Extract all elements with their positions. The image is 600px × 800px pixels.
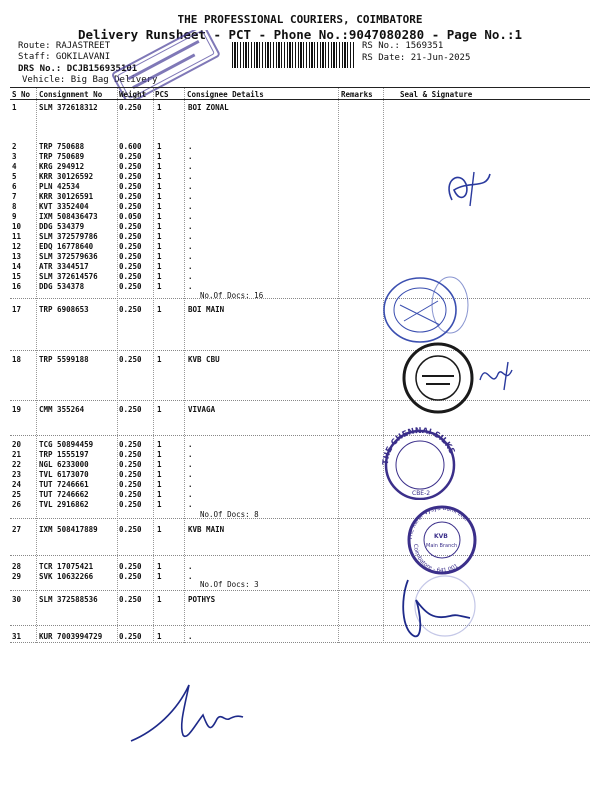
row-consignee: BOI MAIN <box>188 305 225 314</box>
row-weight: 0.250 <box>119 232 142 241</box>
row-sno: 31 <box>12 632 22 641</box>
signature-30 <box>390 570 480 645</box>
row-consignment-no: IXM 508417889 <box>39 525 98 534</box>
rs-number: RS No.: 1569351 <box>362 41 444 51</box>
row-sno: 8 <box>12 202 17 211</box>
row-pcs: 1 <box>157 562 162 571</box>
row-sno: 24 <box>12 480 22 489</box>
row-weight: 0.250 <box>119 152 142 161</box>
row-sno: 29 <box>12 572 22 581</box>
col-divider <box>383 88 384 643</box>
company-title: THE PROFESSIONAL COURIERS, COIMBATORE <box>177 13 423 26</box>
row-consignment-no: IXM 508436473 <box>39 212 98 221</box>
row-consignee: . <box>188 282 193 291</box>
row-sno: 12 <box>12 242 22 251</box>
row-pcs: 1 <box>157 572 162 581</box>
row-consignee: KVB MAIN <box>188 525 225 534</box>
row-weight: 0.050 <box>119 212 142 221</box>
row-weight: 0.250 <box>119 192 142 201</box>
kvb-stamp-name: The Karur Vysya Bank Ltd. <box>407 505 469 541</box>
row-consignee: . <box>188 212 193 221</box>
row-consignee: . <box>188 182 193 191</box>
chennai-silks-stamp <box>376 425 466 500</box>
row-weight: 0.250 <box>119 272 142 281</box>
row-consignee: . <box>188 632 193 641</box>
barcode <box>232 42 354 68</box>
row-separator <box>10 590 590 591</box>
row-consignee: . <box>188 500 193 509</box>
row-weight: 0.250 <box>119 480 142 489</box>
row-pcs: 1 <box>157 460 162 469</box>
row-consignment-no: TRP 5599188 <box>39 355 89 364</box>
row-consignment-no: KRG 294912 <box>39 162 85 171</box>
row-pcs: 1 <box>157 355 162 364</box>
row-pcs: 1 <box>157 182 162 191</box>
row-separator <box>10 435 590 436</box>
row-weight: 0.250 <box>119 172 142 181</box>
row-sno: 14 <box>12 262 22 271</box>
row-sno: 22 <box>12 460 22 469</box>
row-separator <box>10 298 590 299</box>
row-consignee: . <box>188 142 193 151</box>
row-weight: 0.250 <box>119 632 142 641</box>
row-pcs: 1 <box>157 252 162 261</box>
row-consignee: . <box>188 460 193 469</box>
row-pcs: 1 <box>157 440 162 449</box>
row-pcs: 1 <box>157 595 162 604</box>
row-pcs: 1 <box>157 470 162 479</box>
row-weight: 0.600 <box>119 142 142 151</box>
row-sno: 9 <box>12 212 17 221</box>
row-separator <box>10 625 590 626</box>
row-consignment-no: DDG 534379 <box>39 222 85 231</box>
row-sno: 21 <box>12 450 22 459</box>
row-consignment-no: TRP 750689 <box>39 152 85 161</box>
row-consignment-no: CMM 355264 <box>39 405 85 414</box>
row-weight: 0.250 <box>119 305 142 314</box>
chennai-silks-stamp-sub: CBE-2 <box>412 490 431 497</box>
row-consignment-no: TUT 7246662 <box>39 490 89 499</box>
row-pcs: 1 <box>157 162 162 171</box>
row-consignee: . <box>188 262 193 271</box>
row-consignment-no: PLN 42534 <box>39 182 80 191</box>
route-label: Route: RAJASTREET <box>18 41 111 51</box>
row-weight: 0.250 <box>119 405 142 414</box>
row-pcs: 1 <box>157 212 162 221</box>
row-consignee: . <box>188 152 193 161</box>
row-consignee: . <box>188 232 193 241</box>
row-weight: 0.250 <box>119 460 142 469</box>
row-consignee: POTHYS <box>188 595 216 604</box>
bank-stamp-round <box>380 275 470 345</box>
row-sno: 5 <box>12 172 17 181</box>
row-consignee: . <box>188 162 193 171</box>
row-weight: 0.250 <box>119 490 142 499</box>
row-pcs: 1 <box>157 222 162 231</box>
row-pcs: 1 <box>157 450 162 459</box>
row-consignment-no: SLM 372618312 <box>39 103 98 112</box>
row-pcs: 1 <box>157 242 162 251</box>
row-consignment-no: TUT 7246661 <box>39 480 89 489</box>
row-sno: 6 <box>12 182 17 191</box>
col-consignee: Consignee Details <box>187 90 264 99</box>
group-total-1: No.Of Docs: 16 <box>200 291 264 300</box>
row-sno: 16 <box>12 282 22 291</box>
row-weight: 0.250 <box>119 282 142 291</box>
row-weight: 0.250 <box>119 525 142 534</box>
row-sno: 1 <box>12 103 17 112</box>
row-weight: 0.250 <box>119 162 142 171</box>
row-weight: 0.250 <box>119 562 142 571</box>
vehicle-label: Vehicle: Big Bag Delivery <box>22 75 158 85</box>
row-weight: 0.250 <box>119 355 142 364</box>
row-sno: 17 <box>12 305 22 314</box>
row-consignment-no: DDG 534378 <box>39 282 85 291</box>
row-sno: 4 <box>12 162 17 171</box>
row-consignee: . <box>188 440 193 449</box>
row-consignment-no: EDQ 16778640 <box>39 242 94 251</box>
row-consignee: KVB CBU <box>188 355 220 364</box>
row-sno: 27 <box>12 525 22 534</box>
col-weight: Weight <box>119 90 147 99</box>
row-consignee: . <box>188 450 193 459</box>
row-pcs: 1 <box>157 525 162 534</box>
row-consignee: VIVAGA <box>188 405 216 414</box>
row-consignee: . <box>188 202 193 211</box>
kvb-stamp-short: KVB <box>434 533 448 540</box>
kvb-stamp-branch: Main Branch <box>426 543 458 549</box>
row-sno: 25 <box>12 490 22 499</box>
col-sno: S No <box>12 90 31 99</box>
row-pcs: 1 <box>157 232 162 241</box>
staff-signature <box>125 675 255 750</box>
row-weight: 0.250 <box>119 450 142 459</box>
row-pcs: 1 <box>157 305 162 314</box>
row-consignment-no: TRP 1555197 <box>39 450 89 459</box>
signature-1 <box>430 160 500 215</box>
row-separator <box>10 555 590 556</box>
row-pcs: 1 <box>157 500 162 509</box>
row-sno: 20 <box>12 440 22 449</box>
row-weight: 0.250 <box>119 103 142 112</box>
row-sno: 28 <box>12 562 22 571</box>
row-consignment-no: KRR 30126591 <box>39 192 94 201</box>
row-weight: 0.250 <box>119 182 142 191</box>
row-weight: 0.250 <box>119 252 142 261</box>
drs-number: DRS No.: DCJB156935101 <box>18 64 138 74</box>
row-weight: 0.250 <box>119 595 142 604</box>
row-weight: 0.250 <box>119 440 142 449</box>
row-weight: 0.250 <box>119 222 142 231</box>
row-sno: 13 <box>12 252 22 261</box>
row-sno: 2 <box>12 142 17 151</box>
group-total-3: No.Of Docs: 3 <box>200 580 259 589</box>
header-bottom-rule <box>10 99 590 100</box>
chennai-silks-stamp-text: THE CHENNAI SILKS <box>380 425 457 466</box>
col-consignment: Consignment No <box>39 90 103 99</box>
row-consignment-no: SLM 372588536 <box>39 595 98 604</box>
row-consignment-no: TVL 2916862 <box>39 500 89 509</box>
row-sno: 19 <box>12 405 22 414</box>
row-consignment-no: SVK 10632266 <box>39 572 94 581</box>
row-consignment-no: NGL 6233000 <box>39 460 89 469</box>
row-pcs: 1 <box>157 172 162 181</box>
row-consignment-no: SLM 372614576 <box>39 272 98 281</box>
row-pcs: 1 <box>157 480 162 489</box>
row-consignment-no: ATR 3344517 <box>39 262 89 271</box>
row-separator <box>10 518 590 519</box>
kvb-main-stamp <box>404 500 479 580</box>
col-seal-signature: Seal & Signature <box>400 90 473 99</box>
row-weight: 0.250 <box>119 470 142 479</box>
row-consignment-no: KVT 3352404 <box>39 202 89 211</box>
row-pcs: 1 <box>157 632 162 641</box>
row-consignee: . <box>188 242 193 251</box>
row-consignment-no: TRP 750688 <box>39 142 85 151</box>
row-sno: 10 <box>12 222 22 231</box>
row-pcs: 1 <box>157 262 162 271</box>
col-remarks: Remarks <box>341 90 373 99</box>
col-divider <box>184 88 185 643</box>
col-divider <box>153 88 154 643</box>
row-consignment-no: TCR 17075421 <box>39 562 94 571</box>
runsheet-title: Delivery Runsheet - PCT - Phone No.:9047080280 - Page No.:1 <box>77 27 522 42</box>
row-sno: 30 <box>12 595 22 604</box>
row-consignment-no: KRR 30126592 <box>39 172 94 181</box>
row-consignee: . <box>188 470 193 479</box>
row-consignee: . <box>188 562 193 571</box>
row-weight: 0.250 <box>119 242 142 251</box>
row-pcs: 1 <box>157 103 162 112</box>
group-total-2: No.Of Docs: 8 <box>200 510 259 519</box>
row-consignment-no: TVL 6173070 <box>39 470 89 479</box>
row-sno: 7 <box>12 192 17 201</box>
row-consignee: BOI ZONAL <box>188 103 229 112</box>
row-consignment-no: TCG 50894459 <box>39 440 94 449</box>
svg-text:THE CHENNAI SILKS <box>381 426 457 465</box>
row-consignment-no: KUR 7003994729 <box>39 632 103 641</box>
row-sno: 3 <box>12 152 17 161</box>
row-weight: 0.250 <box>119 572 142 581</box>
row-pcs: 1 <box>157 152 162 161</box>
row-pcs: 1 <box>157 405 162 414</box>
row-consignee: . <box>188 272 193 281</box>
row-consignee: . <box>188 480 193 489</box>
row-weight: 0.250 <box>119 262 142 271</box>
row-consignment-no: SLM 372579636 <box>39 252 98 261</box>
row-consignment-no: TRP 6908653 <box>39 305 89 314</box>
row-sno: 15 <box>12 272 22 281</box>
row-pcs: 1 <box>157 272 162 281</box>
row-consignee: . <box>188 222 193 231</box>
row-sno: 18 <box>12 355 22 364</box>
row-consignee: . <box>188 252 193 261</box>
row-consignee: . <box>188 490 193 499</box>
row-consignment-no: SLM 372579786 <box>39 232 98 241</box>
row-consignee: . <box>188 192 193 201</box>
kvb-stamp-black <box>400 340 540 415</box>
col-divider <box>338 88 339 643</box>
col-pcs: PCS <box>155 90 169 99</box>
row-weight: 0.250 <box>119 202 142 211</box>
row-weight: 0.250 <box>119 500 142 509</box>
row-pcs: 1 <box>157 202 162 211</box>
col-divider <box>36 88 37 643</box>
row-pcs: 1 <box>157 282 162 291</box>
col-divider <box>117 88 118 643</box>
rs-date: RS Date: 21-Jun-2025 <box>362 53 471 63</box>
header-top-rule <box>10 87 590 88</box>
bottom-rule <box>10 642 590 643</box>
kvb-stamp-city: Coimbatore - 641 001 <box>411 543 460 575</box>
row-pcs: 1 <box>157 142 162 151</box>
row-pcs: 1 <box>157 192 162 201</box>
staff-label: Staff: GOKILAVANI <box>18 52 111 62</box>
row-sno: 11 <box>12 232 22 241</box>
row-consignee: . <box>188 172 193 181</box>
row-sno: 23 <box>12 470 22 479</box>
row-consignee: . <box>188 572 193 581</box>
row-pcs: 1 <box>157 490 162 499</box>
row-sno: 26 <box>12 500 22 509</box>
